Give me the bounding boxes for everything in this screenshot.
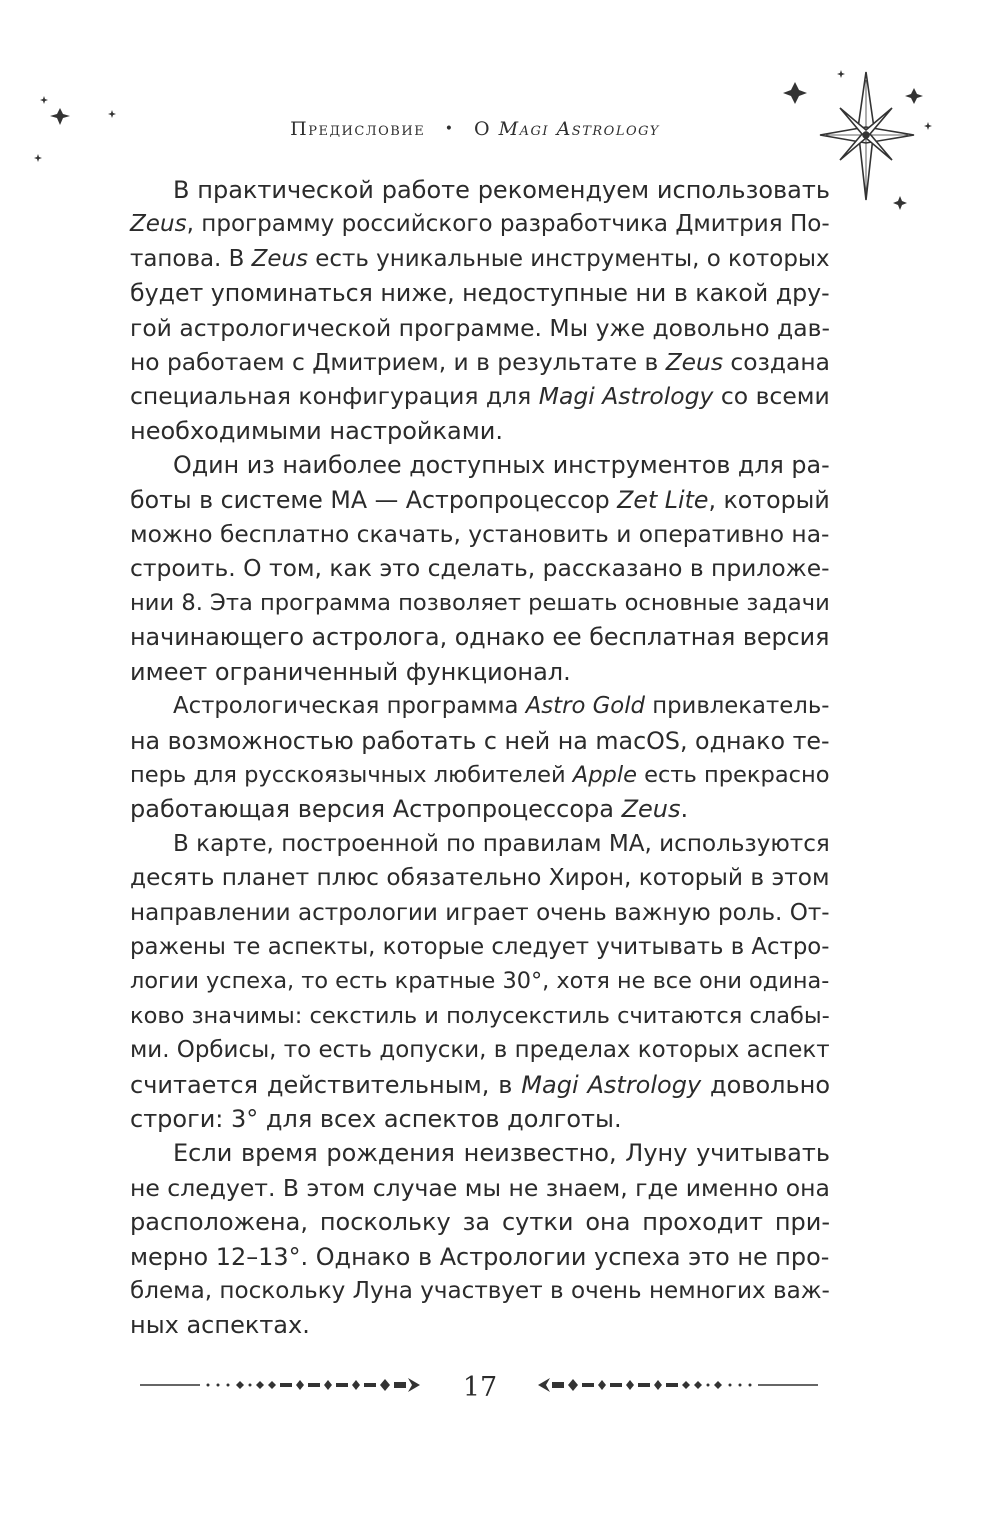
paragraph — [130, 173, 830, 448]
text-run: Если время рождения неизвестно, Луну учитывать — [173, 1139, 830, 1168]
text-line — [130, 861, 830, 895]
text-line — [130, 517, 830, 551]
text-line — [130, 1068, 830, 1102]
text-run: есть уникальные инструменты, о которых — [307, 245, 830, 272]
text-line — [130, 311, 830, 345]
sparkle-icon — [108, 110, 116, 118]
text-run: ми. Орбисы, то есть допуски, в пределах которых аспект — [130, 1037, 830, 1064]
text-run: В практической работе рекомендуем использовать — [173, 176, 830, 204]
text-line — [130, 276, 830, 310]
paragraph — [130, 448, 830, 689]
text-run: В карте, построенной по правилам МА, используются — [173, 830, 830, 857]
text-line — [130, 1136, 830, 1170]
text-line — [130, 207, 830, 241]
text-line — [130, 896, 830, 930]
text-line — [130, 448, 830, 482]
text-run: необходимыми настройками. — [130, 416, 504, 445]
header-separator: • — [444, 121, 455, 137]
text-run: блема, поскольку Луна участвует в очень немногих важ- — [130, 1278, 830, 1304]
sparkle-icon — [893, 196, 907, 210]
text-run: со всеми — [713, 382, 830, 411]
text-run: есть прекрасно — [636, 761, 830, 788]
compass-star-icon — [820, 72, 914, 200]
sparkle-icon — [905, 88, 923, 104]
italic-term: Zet Lite — [617, 485, 709, 514]
italic-term: Astro Gold — [525, 693, 645, 720]
text-run: специальная конфигурация для — [130, 382, 539, 411]
text-line — [130, 586, 830, 620]
text-run: не следует. В этом случае мы не знаем, где именно она — [130, 1173, 830, 1202]
text-line — [130, 999, 830, 1033]
text-run: можно бесплатно скачать, установить и оперативно на- — [130, 520, 830, 549]
text-line — [130, 1274, 830, 1308]
running-header — [150, 118, 800, 140]
text-run: на возможностью работать с ней на macOS, однако те- — [130, 726, 830, 755]
text-run: перь для русскоязычных любителей — [130, 761, 573, 788]
text-run: направлении астрологии играет очень важную роль. От- — [130, 899, 830, 926]
sparkle-icon — [34, 154, 42, 162]
italic-term: Apple — [572, 761, 637, 788]
italic-term: Zeus — [130, 211, 187, 238]
text-run: но работаем с Дмитрием, и в результате в — [130, 348, 666, 377]
text-line — [130, 1171, 830, 1205]
text-run: Один из наиболее доступных инструментов для ра- — [173, 451, 830, 480]
text-run: гой астрологической программе. Мы уже довольно дав- — [130, 313, 830, 342]
italic-term: Magi Astrology — [538, 382, 714, 411]
text-line — [130, 620, 830, 654]
text-run: , программу российского разработчика Дмитрия По- — [186, 211, 830, 238]
text-line — [130, 483, 830, 517]
text-run: Астрологическая программа — [173, 693, 526, 720]
page-number: 17 — [462, 1372, 498, 1403]
text-run: будет упоминаться ниже, недоступные ни в какой дру- — [130, 279, 830, 308]
text-line — [130, 930, 830, 964]
text-run: мерно 12–13°. Однако в Астрологии успеха это не про- — [130, 1242, 830, 1271]
text-line — [130, 655, 830, 689]
text-run: считается действительным, в — [130, 1070, 522, 1099]
text-line — [130, 1308, 830, 1342]
text-run: привлекатель- — [644, 693, 830, 720]
text-run: начинающего астролога, однако ее бесплатная версия — [130, 623, 830, 652]
text-run: ных аспектах. — [130, 1311, 310, 1340]
body-text — [130, 173, 830, 1343]
text-line — [130, 792, 830, 826]
text-run: , который — [708, 485, 830, 514]
paragraph — [130, 689, 830, 827]
sparkle-icon — [783, 82, 807, 104]
text-run: строить. О том, как это сделать, рассказано в приложе- — [130, 554, 830, 583]
text-run: десять планет плюс обязательно Хирон, который в этом — [130, 864, 830, 892]
text-run: строги: 3° для всех аспектов долготы. — [130, 1104, 622, 1133]
section-name: Предисловие — [290, 118, 426, 140]
text-run: работающая версия Астропроцессора — [130, 795, 622, 824]
text-line — [130, 551, 830, 585]
italic-term: Zeus — [251, 245, 308, 272]
text-run: расположена, поскольку за сутки она проходит при- — [130, 1208, 830, 1237]
page-footer — [130, 1370, 830, 1410]
italic-term: Zeus — [621, 795, 681, 824]
text-run: имеет ограниченный функционал. — [130, 657, 571, 686]
ornamental-rule-icon — [528, 1370, 818, 1400]
book-title: Magi Astrology — [498, 118, 660, 140]
text-run: тапова. В — [130, 245, 252, 272]
italic-term: Zeus — [665, 348, 723, 377]
paragraph — [130, 1136, 830, 1342]
text-line — [130, 173, 830, 207]
sparkle-icon — [837, 70, 845, 78]
text-line — [130, 827, 830, 861]
text-line — [130, 758, 830, 792]
sparkle-icon — [50, 108, 70, 125]
sparkle-icon — [924, 122, 932, 130]
text-run: боты в системе МА — Астропроцессор — [130, 485, 618, 514]
text-line — [130, 724, 830, 758]
text-run: нии 8. Эта программа позволяет решать основные задачи — [130, 589, 830, 616]
text-line — [130, 689, 830, 723]
text-line — [130, 345, 830, 379]
text-run: ково значимы: секстиль и полусекстиль считаются слабы- — [130, 1002, 830, 1029]
text-line — [130, 964, 830, 998]
text-run: логии успеха, то есть кратные 30°, хотя не все они одина- — [130, 968, 830, 995]
text-line — [130, 379, 830, 413]
text-line — [130, 1240, 830, 1274]
text-line — [130, 1102, 830, 1136]
sparkle-icon — [40, 96, 48, 104]
text-run: довольно — [701, 1070, 831, 1099]
paragraph — [130, 827, 830, 1137]
text-run: создана — [722, 348, 830, 377]
text-line — [130, 242, 830, 276]
title-prefix: О — [474, 118, 492, 140]
text-line — [130, 1033, 830, 1067]
text-run: ражены те аспекты, которые следует учитывать в Астро- — [130, 933, 830, 960]
text-run: . — [680, 795, 689, 824]
text-line — [130, 1205, 830, 1239]
text-line — [130, 414, 830, 448]
italic-term: Magi Astrology — [521, 1070, 702, 1099]
